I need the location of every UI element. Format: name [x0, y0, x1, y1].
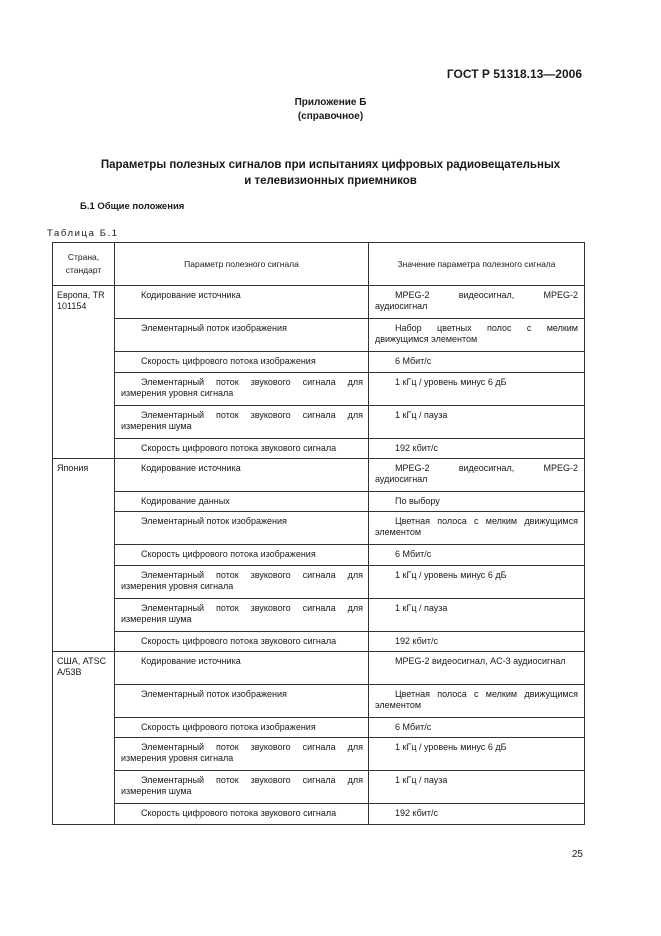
parameter-text: Кодирование источника — [141, 463, 241, 473]
parameter-cell — [115, 373, 369, 406]
parameter-text: Кодирование данных — [141, 496, 230, 506]
document-code: ГОСТ Р 51318.13—2006 — [446, 67, 582, 81]
table-row — [53, 685, 585, 718]
value-text: MPEG-2 видеосигнал, MPEG-2 аудиосигнал — [375, 463, 578, 484]
table-row — [53, 319, 585, 352]
value-text: 1 кГц / пауза — [395, 410, 448, 420]
value-text: Цветная полоса с мелким движущимся элементом — [375, 516, 578, 537]
country-cell — [53, 652, 115, 825]
parameter-text: Элементарный поток изображения — [141, 516, 287, 526]
parameter-text: Скорость цифрового потока звукового сигнала — [141, 443, 337, 453]
value-cell — [369, 545, 585, 566]
title-line-1: Параметры полезных сигналов при испытаниях цифровых радиовещательных — [100, 159, 561, 171]
value-text: 1 кГц / пауза — [395, 603, 448, 613]
value-text: 1 кГц / уровень минус 6 дБ — [395, 742, 507, 752]
table-row — [53, 738, 585, 771]
table-row — [53, 718, 585, 738]
value-text: Цветная полоса с мелким движущимся элементом — [375, 689, 578, 710]
value-text: 6 Мбит/с — [395, 722, 432, 732]
value-cell — [369, 652, 585, 685]
parameter-cell — [115, 406, 369, 439]
parameter-text: Кодирование источника — [141, 656, 241, 666]
value-cell — [369, 804, 585, 825]
value-text: Набор цветных полос с мелким движущимся элементом — [375, 323, 578, 344]
value-text: 6 Мбит/с — [395, 549, 432, 559]
parameter-text: Скорость цифрового потока звукового сигнала — [141, 636, 337, 646]
value-cell — [369, 492, 585, 512]
appendix-title: Приложение Б — [294, 97, 367, 108]
value-cell — [369, 406, 585, 439]
table-row — [53, 373, 585, 406]
value-text: По выбору — [395, 496, 440, 506]
table-row — [53, 459, 585, 492]
table-row — [53, 512, 585, 545]
parameter-text: Элементарный поток звукового сигнала для измерения уровня сигнала — [121, 377, 363, 398]
value-cell — [369, 599, 585, 632]
value-cell — [369, 439, 585, 459]
table-header-row — [53, 243, 585, 286]
appendix-heading — [0, 96, 661, 124]
value-cell — [369, 685, 585, 718]
value-cell — [369, 286, 585, 319]
table-row — [53, 352, 585, 373]
parameter-cell — [115, 319, 369, 352]
country-label: Европа, TR 101154 — [57, 290, 105, 311]
header-parameter: Параметр полезного сигнала — [115, 243, 369, 286]
parameter-cell — [115, 652, 369, 685]
table-row — [53, 652, 585, 685]
parameter-cell — [115, 545, 369, 566]
table-label: Таблица Б.1 — [47, 228, 119, 239]
value-text: MPEG-2 видеосигнал, MPEG-2 аудиосигнал — [375, 290, 578, 311]
table-row — [53, 406, 585, 439]
value-cell — [369, 566, 585, 599]
parameter-text: Элементарный поток звукового сигнала для измерения уровня сигнала — [121, 570, 363, 591]
parameter-text: Элементарный поток изображения — [141, 323, 287, 333]
parameter-cell — [115, 632, 369, 652]
header-country: Страна, стандарт — [53, 243, 115, 286]
parameter-cell — [115, 771, 369, 804]
parameter-text: Элементарный поток изображения — [141, 689, 287, 699]
parameter-text: Скорость цифрового потока звукового сигнала — [141, 808, 337, 818]
parameter-cell — [115, 352, 369, 373]
parameter-text: Скорость цифрового потока изображения — [141, 722, 316, 732]
parameter-cell — [115, 685, 369, 718]
section-heading: Б.1 Общие положения — [80, 201, 185, 212]
value-text: 1 кГц / уровень минус 6 дБ — [395, 377, 507, 387]
parameter-text: Элементарный поток звукового сигнала для измерения уровня сигнала — [121, 742, 363, 763]
value-text: 6 Мбит/с — [395, 356, 432, 366]
value-cell — [369, 632, 585, 652]
value-cell — [369, 512, 585, 545]
table-row — [53, 566, 585, 599]
page-number: 25 — [571, 849, 583, 860]
value-cell — [369, 771, 585, 804]
parameter-cell — [115, 599, 369, 632]
table-row — [53, 632, 585, 652]
parameter-text: Кодирование источника — [141, 290, 241, 300]
table-row — [53, 804, 585, 825]
parameter-cell — [115, 459, 369, 492]
country-cell — [53, 286, 115, 459]
table-row — [53, 599, 585, 632]
country-cell — [53, 459, 115, 652]
value-text: 1 кГц / уровень минус 6 дБ — [395, 570, 507, 580]
parameter-cell — [115, 718, 369, 738]
table-body — [53, 286, 585, 825]
value-text: 192 кбит/с — [395, 636, 438, 646]
parameter-text: Элементарный поток звукового сигнала для измерения шума — [121, 775, 363, 796]
page-title — [60, 157, 601, 189]
value-text: 192 кбит/с — [395, 443, 438, 453]
parameter-cell — [115, 512, 369, 545]
value-cell — [369, 319, 585, 352]
parameter-text: Элементарный поток звукового сигнала для измерения шума — [121, 603, 363, 624]
parameter-cell — [115, 286, 369, 319]
header-value: Значение параметра полезного сигнала — [369, 243, 585, 286]
parameter-cell — [115, 804, 369, 825]
value-cell — [369, 718, 585, 738]
table-row — [53, 492, 585, 512]
value-cell — [369, 373, 585, 406]
table-row — [53, 439, 585, 459]
value-cell — [369, 459, 585, 492]
parameters-table — [52, 242, 585, 825]
value-cell — [369, 352, 585, 373]
parameter-text: Элементарный поток звукового сигнала для измерения шума — [121, 410, 363, 431]
appendix-note: (справочное) — [297, 111, 364, 122]
table-row — [53, 286, 585, 319]
value-text: 1 кГц / пауза — [395, 775, 448, 785]
parameter-cell — [115, 439, 369, 459]
parameter-cell — [115, 738, 369, 771]
country-label: Япония — [57, 463, 89, 473]
parameter-cell — [115, 566, 369, 599]
value-cell — [369, 738, 585, 771]
table-row — [53, 771, 585, 804]
table-row — [53, 545, 585, 566]
value-text: 192 кбит/с — [395, 808, 438, 818]
title-line-2: и телевизионных приемников — [244, 175, 417, 187]
parameter-cell — [115, 492, 369, 512]
country-label: США, ATSC A/53B — [57, 656, 107, 677]
parameter-text: Скорость цифрового потока изображения — [141, 549, 316, 559]
parameter-text: Скорость цифрового потока изображения — [141, 356, 316, 366]
value-text: MPEG-2 видеосигнал, AC-3 аудиосигнал — [395, 656, 566, 666]
